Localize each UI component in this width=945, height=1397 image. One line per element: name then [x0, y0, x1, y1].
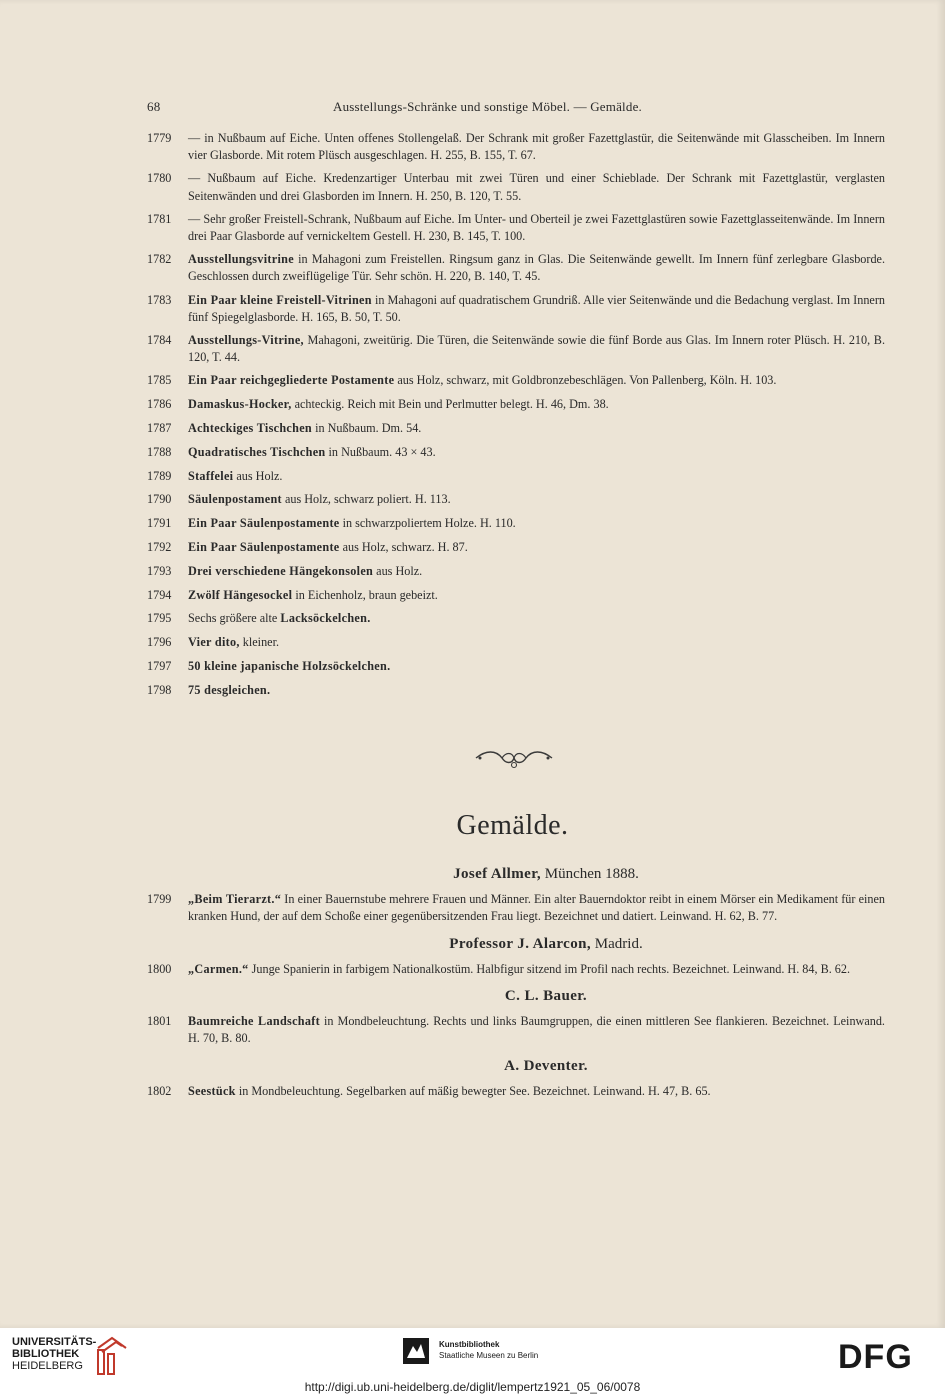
lot-number: 1788	[147, 444, 172, 459]
lot-title: Säulenpostament	[188, 492, 282, 507]
catalog-entry	[147, 444, 885, 461]
kb-line-1: Kunstbibliothek	[439, 1340, 500, 1349]
lot-title: Quadratisches Tischchen	[188, 444, 326, 459]
section-title: Gemälde.	[456, 810, 569, 841]
dfg-logo[interactable]: DFG	[838, 1338, 913, 1376]
lot-number: 1790	[147, 492, 172, 507]
catalog-entry	[147, 396, 885, 413]
lot-title: Ein Paar Säulenpostamente	[188, 540, 340, 555]
lot-title: 50 kleine japanische Holzsöckelchen.	[188, 659, 391, 673]
page-number: 68	[147, 99, 161, 114]
lot-number: 1789	[147, 468, 172, 483]
lot-description: in Nußbaum. Dm. 54.	[312, 421, 422, 436]
lot-number: 1785	[147, 373, 172, 388]
lot-title: Achteckiges Tischchen	[188, 421, 313, 436]
artist-heading	[147, 936, 885, 953]
lot-title: Seestück	[188, 1083, 236, 1098]
catalog-entry	[147, 292, 885, 326]
lot-description: kleiner.	[239, 635, 280, 650]
lot-number: 1783	[147, 292, 172, 307]
catalog-entry	[147, 539, 885, 556]
catalog-list	[147, 130, 885, 706]
lot-description: In einer Bauernstube mehrere Frauen und Männer. Ein alter Bauerndoktor reibt in einem Mörser ein Medikament für einen kranken Hund, der auf dem Schoße einer gegenübersitzenden Frau liegt. Bezeichnet und datiert. Leinwand. H. 62, B. 77.	[188, 892, 885, 924]
lot-description: aus Holz.	[373, 563, 423, 578]
catalog-entry	[147, 332, 885, 366]
ub-line-1: UNIVERSITÄTS-	[12, 1336, 97, 1348]
lot-description: Sechs größere alte	[188, 611, 281, 626]
lot-number: 1780	[147, 171, 172, 186]
catalog-entry	[147, 372, 885, 389]
kunstbibliothek-label	[439, 1339, 538, 1361]
lot-description: aus Holz, schwarz. H. 87.	[339, 540, 468, 555]
lot-title: 75 desgleichen.	[188, 682, 271, 697]
lot-description: in Mondbeleuchtung. Segelbarken auf mäßig bewegter See. Bezeichnet. Leinwand. H. 47, B. 65.	[235, 1083, 711, 1098]
lot-description: aus Holz, schwarz poliert. H. 113.	[281, 492, 451, 507]
lot-number: 1784	[147, 333, 172, 348]
lot-description: — Sehr großer Freistell-Schrank, Nußbaum auf Eiche. Im Unter- und Oberteil je zwei Fazettglastüren sowie Fazettglasseitenwände. Im Innern drei Paar Glasborde auf vernickeltem Gestell. H. 230, B. 145, T. 100.	[188, 211, 885, 244]
lot-title: Vier dito,	[188, 635, 240, 650]
running-title: Ausstellungs-Schränke und sonstige Möbel. — Gemälde.	[333, 99, 642, 114]
lot-title: „Beim Tierarzt.“	[188, 892, 282, 907]
footer-bar	[0, 1328, 945, 1397]
lot-description: in Nußbaum. 43 × 43.	[325, 444, 436, 459]
lot-title: Baumreiche Landschaft	[188, 1014, 320, 1029]
lot-description: in schwarzpoliertem Holze. H. 110.	[339, 516, 516, 531]
lot-number: 1793	[147, 563, 172, 578]
catalog-entry	[147, 491, 885, 508]
artist-name: Josef Allmer,	[453, 866, 542, 882]
lot-number: 1786	[147, 397, 172, 412]
artist-name: C. L. Bauer.	[504, 988, 588, 1005]
lot-description: aus Holz.	[233, 468, 283, 483]
artist-name: A. Deventer.	[504, 1057, 588, 1074]
permalink-url[interactable]: http://digi.ub.uni-heidelberg.de/diglit/lempertz1921_05_06/0078	[304, 1380, 641, 1394]
lot-number: 1787	[147, 421, 172, 436]
catalog-entry	[147, 420, 885, 437]
lot-description: in Mondbeleuchtung. Rechts und links Baumgruppen, die einen mittleren See flankieren. Bezeichnet. Leinwand. H. 70, B. 80.	[188, 1014, 885, 1046]
catalog-entry	[147, 468, 885, 485]
artist-heading	[147, 866, 885, 883]
lot-description: Mahagoni, zweitürig. Die Türen, die Seitenwände sowie die fünf Borde aus Glas. Im Innern roter Plüsch. H. 210, B. 120, T. 44.	[188, 333, 885, 365]
lot-title: Damaskus-Hocker,	[188, 397, 292, 412]
lot-description: Junge Spanierin in farbigem Nationalkostüm. Halbfigur sitzend im Profil nach rechts. Bezeichnet. Leinwand. H. 84, B. 62.	[248, 961, 851, 976]
lot-title: Drei verschiedene Hängekonsolen	[188, 563, 374, 578]
lot-title: Zwölf Hängesockel	[188, 587, 293, 602]
ornament-divider	[472, 746, 556, 770]
paintings-list	[147, 866, 885, 1106]
catalog-entry	[147, 891, 885, 925]
lot-number: 1782	[147, 252, 172, 267]
ub-logo-icon[interactable]	[92, 1334, 132, 1378]
ub-logo-text[interactable]	[12, 1336, 96, 1372]
lot-number: 1792	[147, 540, 172, 555]
catalog-entry	[147, 251, 885, 285]
ub-line-2: BIBLIOTHEK	[12, 1348, 80, 1360]
artist-name: Professor J. Alarcon,	[449, 935, 592, 952]
running-head	[0, 99, 945, 119]
lot-number: 1799	[147, 892, 172, 907]
lot-title: Ein Paar kleine Freistell-Vitrinen	[188, 292, 372, 307]
catalog-entry	[147, 130, 885, 164]
lot-number: 1781	[147, 211, 172, 226]
lot-title: „Carmen.“	[188, 961, 249, 976]
catalog-entry	[147, 211, 885, 245]
kb-line-2: Staatliche Museen zu Berlin	[439, 1351, 539, 1360]
ub-line-3: HEIDELBERG	[12, 1360, 83, 1372]
lot-number: 1802	[147, 1083, 172, 1098]
catalog-entry	[147, 170, 885, 204]
lot-title: Ein Paar reichgegliederte Postamente	[188, 373, 395, 388]
catalog-entry	[147, 587, 885, 604]
artist-place: Madrid.	[591, 935, 643, 952]
catalog-entry	[147, 658, 885, 675]
lot-description: achteckig. Reich mit Bein und Perlmutter belegt. H. 46, Dm. 38.	[291, 397, 609, 412]
lot-number: 1798	[147, 682, 172, 697]
catalog-entry	[147, 1013, 885, 1047]
lot-description: aus Holz, schwarz, mit Goldbronzebeschlägen. Von Pallenberg, Köln. H. 103.	[394, 373, 777, 388]
kunstbibliothek-logo-icon[interactable]	[403, 1338, 429, 1364]
catalog-entry	[147, 961, 885, 978]
catalog-entry	[147, 610, 885, 627]
lot-title: Staffelei	[188, 468, 234, 483]
catalog-entry	[147, 515, 885, 532]
lot-description: in Mahagoni auf quadratischem Grundriß. Alle vier Seitenwände und die Bedachung verglast. Im Innern fünf Spiegelglasborde. H. 165, B. 50, T. 50.	[188, 292, 885, 324]
lot-number: 1797	[147, 659, 172, 673]
lot-title: Ein Paar Säulenpostamente	[188, 516, 340, 531]
lot-description: — Nußbaum auf Eiche. Kredenzartiger Unterbau mit zwei Türen und einer Schieblade. Der Schrank mit Fazettglastür, verglasten Seitenwänden und drei Glasborden im Innern. H. 250, B. 120, T. 55.	[188, 171, 885, 203]
artist-heading	[147, 988, 885, 1005]
lot-description: — in Nußbaum auf Eiche. Unten offenes Stollengelaß. Der Schrank mit großer Fazettglastür, die Seitenwände mit Glasscheiben. Im Innern vier Glasborde. Mit rotem Plüsch ausgeschlagen. H. 255, B. 155, T. 67.	[188, 131, 885, 163]
lot-title: Ausstellungsvitrine	[188, 252, 294, 267]
lot-title-tail: Lacksöckelchen.	[280, 611, 371, 626]
lot-number: 1795	[147, 611, 172, 626]
lot-number: 1791	[147, 516, 172, 531]
lot-number: 1796	[147, 635, 172, 650]
lot-title: Ausstellungs-Vitrine,	[188, 333, 304, 348]
lot-number: 1800	[147, 961, 172, 976]
catalog-entry	[147, 563, 885, 580]
lot-description: in Mahagoni zum Freistellen. Ringsum ganz in Glas. Die Seitenwände gewellt. Im Innern fünf zerlegbare Glasborde. Geschlossen durch zweiflügelige Tür. Sehr schön. H. 220, B. 140, T. 45.	[188, 252, 885, 284]
lot-number: 1779	[147, 131, 172, 145]
lot-number: 1801	[147, 1014, 172, 1029]
artist-place: München 1888.	[541, 866, 639, 882]
lot-description: in Eichenholz, braun gebeizt.	[292, 587, 438, 602]
artist-heading	[147, 1058, 885, 1075]
catalog-entry	[147, 634, 885, 651]
lot-number: 1794	[147, 587, 172, 602]
catalog-entry	[147, 1083, 885, 1100]
catalog-entry	[147, 682, 885, 699]
